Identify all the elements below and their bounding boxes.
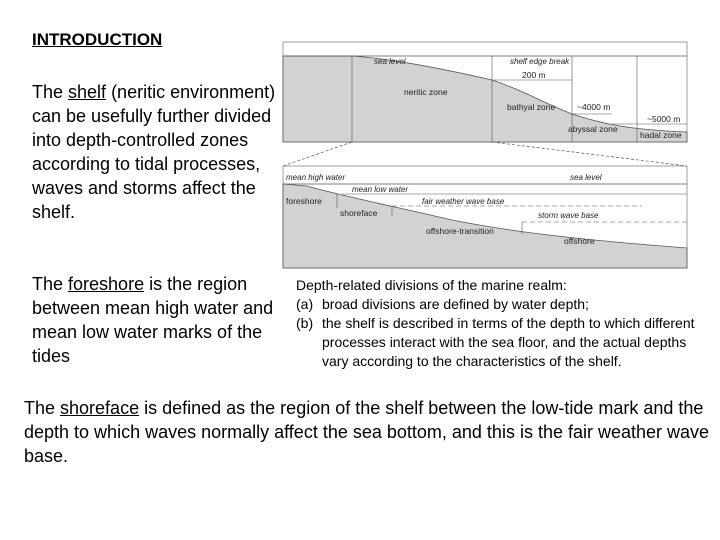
foreshore-paragraph-body: is the region between mean high water and mean low water marks of the tides <box>32 274 274 366</box>
upper-sea-level-label: sea level <box>374 57 406 66</box>
shelf-paragraph-lead: The <box>32 82 69 102</box>
upper-panel <box>283 42 687 142</box>
projection-line-right <box>492 142 687 166</box>
foreshore-paragraph <box>32 272 292 368</box>
lower-sea-level-label: sea level <box>570 173 602 182</box>
lower-panel <box>283 166 687 268</box>
caption-item-b-text: the shelf is described in terms of the depth to which different processes interact with the sea floor, and the actual depths vary according to the characteristics of the shelf. <box>322 315 695 369</box>
hadal-zone-label: hadal zone <box>640 130 682 140</box>
offshore-label: offshore <box>564 236 595 246</box>
caption-title: Depth-related divisions of the marine realm: <box>296 277 567 293</box>
caption-item-a-marker: (a) <box>296 296 314 312</box>
shelf-paragraph <box>32 80 282 224</box>
caption-item-a <box>296 295 716 314</box>
shelf-edge-break-label: shelf edge break <box>510 57 570 66</box>
foreshore-label: foreshore <box>286 196 322 206</box>
caption-item-b-marker: (b) <box>296 315 314 331</box>
fair-weather-wave-base-label: fair weather wave base <box>422 197 505 206</box>
shoreface-label: shoreface <box>340 208 378 218</box>
marine-divisions-diagram <box>282 38 690 270</box>
depth-4000-label: ~4000 m <box>577 102 611 112</box>
mean-low-water-label: mean low water <box>352 185 409 194</box>
figure-caption <box>296 276 716 371</box>
depth-200-label: 200 m <box>522 70 546 80</box>
storm-wave-base-label: storm wave base <box>538 211 599 220</box>
shelf-paragraph-body: (neritic environment) can be usefully further divided into depth-controlled zones according to tidal processes, waves and storms affect the shelf. <box>32 82 276 222</box>
caption-item-b <box>296 314 716 371</box>
neritic-zone-label: neritic zone <box>404 87 448 97</box>
shoreface-term: shoreface <box>60 398 140 418</box>
section-heading: INTRODUCTION <box>32 30 163 49</box>
shelf-term: shelf <box>68 82 107 102</box>
mean-high-water-label: mean high water <box>286 173 346 182</box>
projection-line-left <box>283 142 352 166</box>
bathyal-zone-label: bathyal zone <box>507 102 556 112</box>
shoreface-paragraph-body: is defined as the region of the shelf between the low-tide mark and the depth to which waves normally affect the sea bottom, and this is the fair weather wave base. <box>24 398 710 466</box>
offshore-transition-label: offshore-transition <box>426 226 494 236</box>
foreshore-paragraph-lead: The <box>32 274 69 294</box>
abyssal-zone-label: abyssal zone <box>568 124 618 134</box>
caption-item-a-text: broad divisions are defined by water depth; <box>322 296 589 312</box>
shoreface-paragraph <box>24 396 720 468</box>
foreshore-term: foreshore <box>68 274 145 294</box>
shoreface-paragraph-lead: The <box>24 398 61 418</box>
depth-5000-label: ~5000 m <box>647 114 681 124</box>
